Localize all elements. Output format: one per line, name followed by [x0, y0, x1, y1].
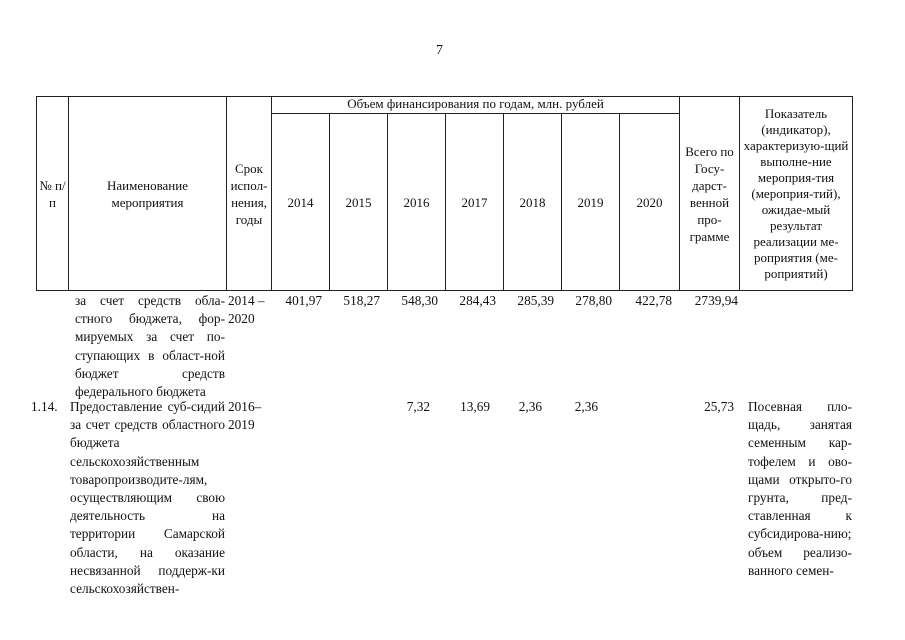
- row-value-2018: 2,36: [518, 399, 542, 414]
- header-year: 2015: [330, 114, 388, 291]
- row-value-2016: 548,30: [401, 293, 438, 308]
- row-value-2020: 422,78: [635, 293, 672, 308]
- row-value-2014: 401,97: [285, 293, 322, 308]
- row-term: 2016– 2019: [228, 399, 262, 433]
- header-term: Срок испол-нения, годы: [227, 97, 272, 291]
- row-value-2016: 7,32: [406, 399, 430, 414]
- row-value-2017: 13,69: [460, 399, 490, 414]
- row-value-2017: 284,43: [459, 293, 496, 308]
- header-num: № п/п: [37, 97, 69, 291]
- header-year: 2017: [446, 114, 504, 291]
- row-term: 2014 – 2020: [228, 293, 265, 327]
- row-total: 2739,94: [694, 293, 738, 308]
- program-table-header: [36, 96, 853, 291]
- page-number: 7: [436, 43, 443, 58]
- row-name: за счет средств обла-стного бюджета, фор-мируемых за счет по-ступающих в област-ной бюджет средств федерального бюджета: [75, 293, 225, 400]
- row-value-2018: 285,39: [517, 293, 554, 308]
- header-total: Всего по Госу-дарст-венной про-грамме: [680, 97, 740, 291]
- row-name: Предоставление суб-сидий за счет средств областного бюджета сельскохозяйственным товаропроизводите-лям, осуществляющим свою деятельность на территории Самарской области, на оказание несвязанной поддерж-ки сельскохозяйствен-: [70, 399, 225, 597]
- header-year: 2019: [562, 114, 620, 291]
- header-name: Наименование мероприятия: [69, 97, 227, 291]
- row-value-2019: 2,36: [574, 399, 598, 414]
- header-financing: Объем финансирования по годам, млн. рублей: [272, 97, 680, 114]
- row-value-2019: 278,80: [575, 293, 612, 308]
- row-number: 1.14.: [31, 399, 58, 414]
- header-indicator: Показатель (индикатор), характеризую-щий выполне-ние мероприя-тия (мероприя-тий), ожидае-мый результат реализации ме-роприятия (ме-роприятий): [740, 97, 853, 291]
- header-year: 2016: [388, 114, 446, 291]
- row-total: 25,73: [704, 399, 734, 414]
- header-year: 2018: [504, 114, 562, 291]
- row-value-2015: 518,27: [343, 293, 380, 308]
- row-indicator: Посевная пло-щадь, занятая семенным кар-тофелем и ово-щами открыто-го грунта, пред-ставленная к субсидирова-нию; объем реализо-ванного семен-: [748, 399, 852, 578]
- header-year: 2014: [272, 114, 330, 291]
- header-year: 2020: [620, 114, 680, 291]
